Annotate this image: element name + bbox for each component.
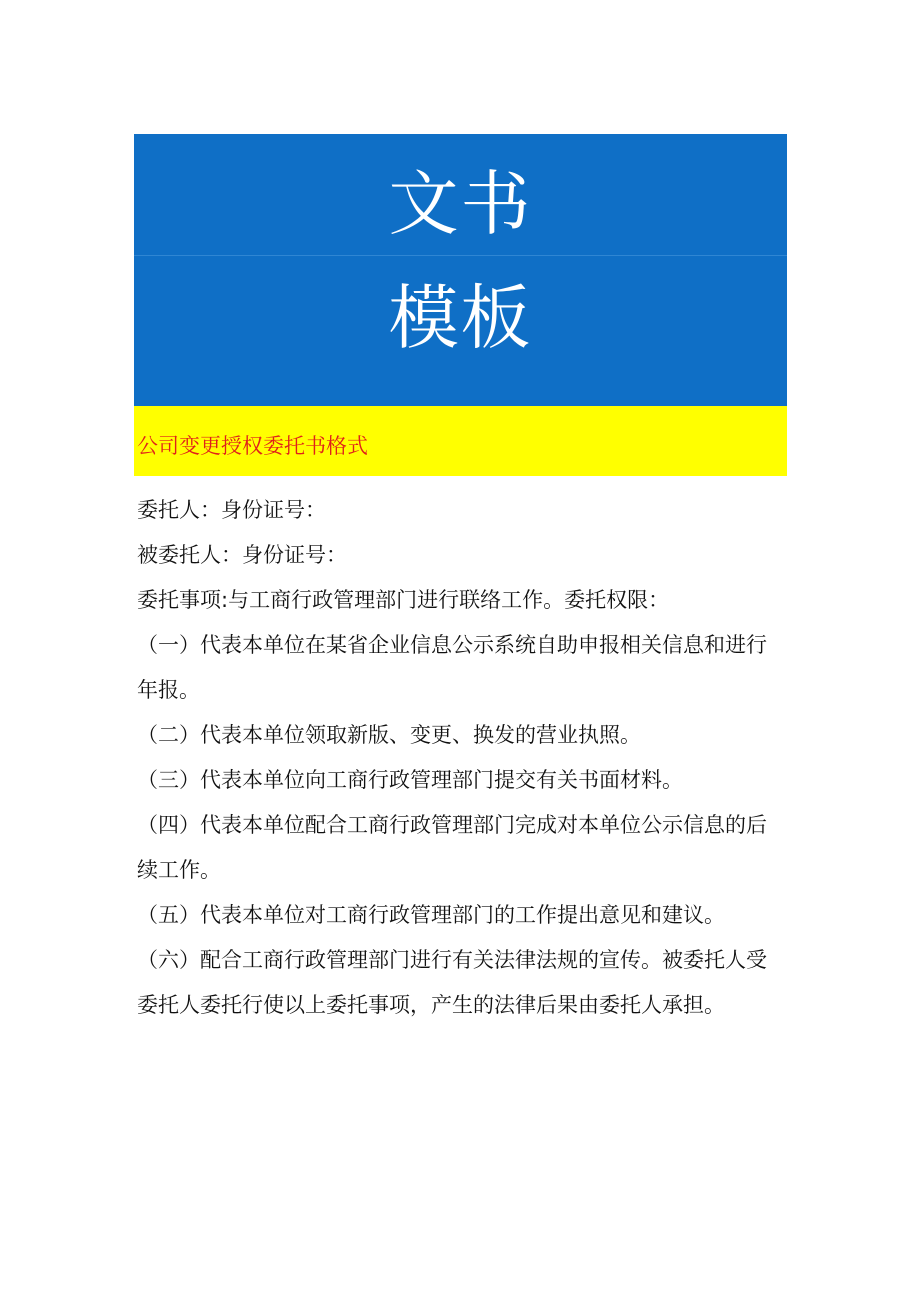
principal-line: 委托人：身份证号： [137,498,326,522]
authority-item-1: （一）代表本单位在某省企业信息公示系统自助申报相关信息和进行年报。 [137,633,767,702]
entrusted-matters-line: 委托事项:与工商行政管理部门进行联络工作。委托权限： [137,588,670,612]
authority-item-5: （五）代表本单位对工商行政管理部门的工作提出意见和建议。 [137,903,725,927]
document-body [137,488,777,1028]
title-banner [134,134,787,406]
authority-item-3: （三）代表本单位向工商行政管理部门提交有关书面材料。 [137,768,683,792]
banner-title-line-2: 模板 [388,277,533,359]
authority-item-4: （四）代表本单位配合工商行政管理部门完成对本单位公示信息的后续工作。 [137,813,767,882]
banner-title-line-1: 文书 [388,163,533,245]
authority-item-6: （六）配合工商行政管理部门进行有关法律法规的宣传。被委托人受委托人委托行使以上委托事项，产生的法律后果由委托人承担。 [137,948,767,1017]
authority-item-2: （二）代表本单位领取新版、变更、换发的营业执照。 [137,723,641,747]
agent-line: 被委托人：身份证号： [137,543,347,567]
subtitle-band [134,406,787,476]
document-subtitle: 公司变更授权委托书格式 [137,434,368,458]
banner-divider [134,255,787,256]
